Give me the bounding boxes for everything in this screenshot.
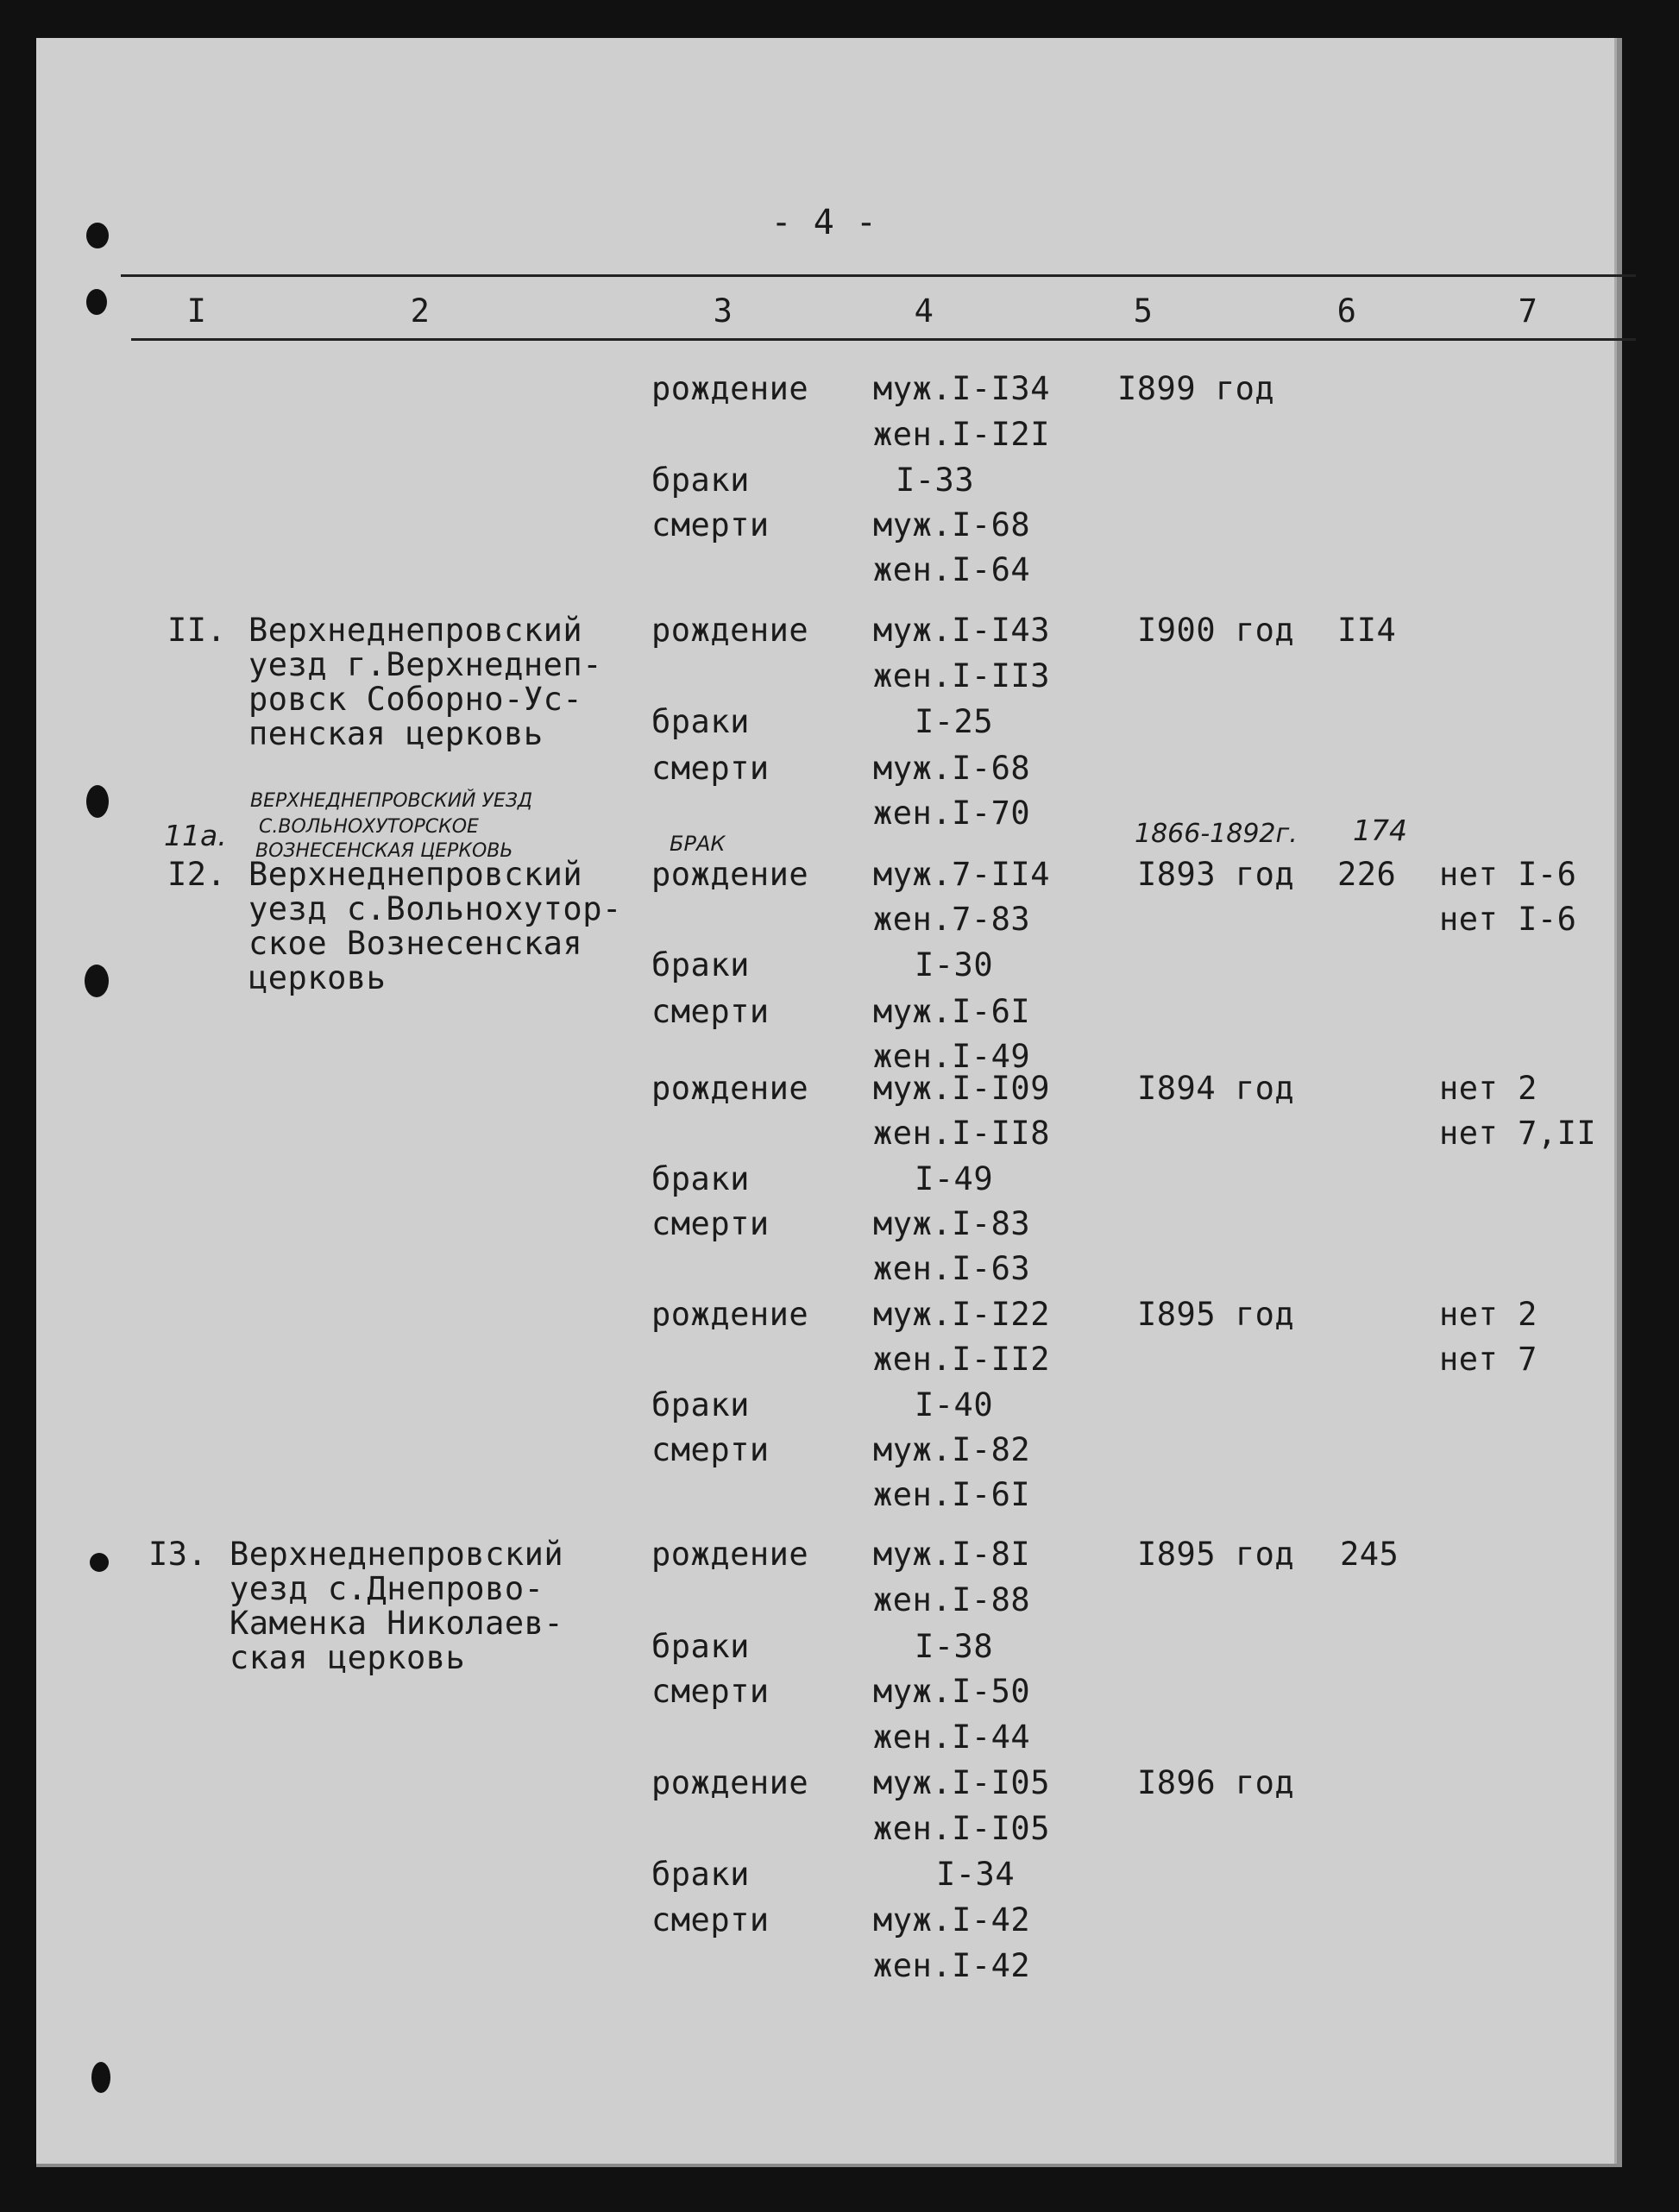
parish-name-line: Каменка Николаев- <box>230 1605 564 1642</box>
punch-hole <box>85 965 109 997</box>
record-type: рождение <box>651 1764 809 1801</box>
record-count: муж.I-6I <box>873 993 1031 1030</box>
column-header-5: 5 <box>1133 292 1154 330</box>
handwritten-years: 1866-1892г. <box>1135 819 1298 849</box>
record-count: муж.I-I05 <box>873 1764 1050 1801</box>
record-count: муж.I-83 <box>873 1205 1031 1242</box>
record-type: рождение <box>651 1070 809 1107</box>
handwritten-parish-line: С.ВОЛЬНОХУТОРСКОЕ <box>259 816 479 838</box>
record-count: I-34 <box>936 1856 1016 1893</box>
column-header-2: 2 <box>410 292 431 330</box>
column-header-1: I <box>186 292 207 330</box>
record-year: I895 год <box>1137 1536 1295 1573</box>
entry-number: I3. <box>148 1536 208 1573</box>
record-count: жен.I-63 <box>873 1250 1031 1287</box>
record-year: I896 год <box>1137 1764 1295 1801</box>
record-count: муж.I-42 <box>873 1901 1031 1939</box>
record-col7: нет I-6 <box>1439 901 1577 938</box>
record-count: жен.I-II3 <box>873 657 1050 694</box>
record-type: браки <box>651 1386 750 1423</box>
parish-name-line: церковь <box>248 959 387 996</box>
page-number: - 4 - <box>770 203 877 242</box>
punch-hole <box>86 223 109 248</box>
record-col7: нет I-6 <box>1439 856 1577 893</box>
handwritten-parish-line: ВОЗНЕСЕНСКАЯ ЦЕРКОВЬ <box>255 840 513 862</box>
record-col7: нет 2 <box>1439 1070 1538 1107</box>
column-header-3: 3 <box>713 292 733 330</box>
record-count: жен.I-49 <box>873 1038 1031 1075</box>
record-year: I900 год <box>1137 612 1295 649</box>
record-count: жен.I-64 <box>873 551 1031 588</box>
record-year: I893 год <box>1137 856 1295 893</box>
parish-name-line: ское Вознесенская <box>248 925 583 962</box>
record-type: рождение <box>651 370 809 407</box>
record-type: браки <box>651 1160 750 1197</box>
parish-name-line: Верхнеднепровский <box>248 612 583 649</box>
record-count: муж.I-8I <box>873 1536 1031 1573</box>
handwritten-col6: 174 <box>1353 814 1407 847</box>
record-count: жен.I-6I <box>873 1476 1031 1513</box>
record-type: смерти <box>651 1673 770 1710</box>
column-header-7: 7 <box>1518 292 1538 330</box>
record-count: муж.I-I22 <box>873 1296 1050 1333</box>
record-count: жен.7-83 <box>873 901 1031 938</box>
record-count: жен.I-88 <box>873 1581 1031 1618</box>
record-count: I-38 <box>915 1628 994 1665</box>
record-year: I894 год <box>1137 1070 1295 1107</box>
parish-name-line: уезд г.Верхнеднеп- <box>248 646 602 683</box>
record-count: муж.I-I43 <box>873 612 1050 649</box>
record-count: I-40 <box>915 1386 994 1423</box>
record-type: смерти <box>651 750 770 787</box>
parish-name-line: Верхнеднепровский <box>230 1536 564 1573</box>
parish-name-line: пенская церковь <box>248 715 544 752</box>
record-col6: 226 <box>1337 856 1397 893</box>
record-type: браки <box>651 1628 750 1665</box>
record-col7: нет 7,II <box>1439 1115 1597 1152</box>
record-type: браки <box>651 703 750 740</box>
record-count: I-33 <box>896 462 975 499</box>
record-count: I-30 <box>915 946 994 983</box>
parish-name-line: уезд с.Вольнохутор- <box>248 890 622 927</box>
record-type: рождение <box>651 612 809 649</box>
record-count: муж.I-68 <box>873 750 1031 787</box>
entry-number: II. <box>167 612 227 649</box>
record-count: муж.I-50 <box>873 1673 1031 1710</box>
punch-hole <box>91 2062 110 2093</box>
record-type: смерти <box>651 993 770 1030</box>
entry-number: I2. <box>167 856 227 893</box>
header-rule-bottom <box>131 338 1636 341</box>
record-count: I-49 <box>915 1160 994 1197</box>
record-col6: II4 <box>1337 612 1397 649</box>
record-col7: нет 7 <box>1439 1341 1538 1378</box>
handwritten-parish-line: ВЕРХНЕДНЕПРОВСКИЙ УЕЗД <box>250 790 533 812</box>
document-page <box>36 38 1622 2167</box>
record-count: муж.7-II4 <box>873 856 1050 893</box>
punch-hole <box>90 1553 109 1572</box>
record-type: смерти <box>651 1901 770 1939</box>
record-type: браки <box>651 946 750 983</box>
record-count: жен.I-I2I <box>873 416 1050 453</box>
parish-name-line: ская церковь <box>230 1639 466 1676</box>
record-count: жен.I-42 <box>873 1947 1031 1984</box>
parish-name-line: уезд с.Днепрово- <box>230 1570 544 1607</box>
record-col6: 245 <box>1340 1536 1399 1573</box>
header-rule-top <box>121 274 1636 277</box>
record-type: смерти <box>651 1431 770 1468</box>
record-type: браки <box>651 462 750 499</box>
record-type: смерти <box>651 506 770 544</box>
record-type: рождение <box>651 1296 809 1333</box>
record-type: смерти <box>651 1205 770 1242</box>
record-col7: нет 2 <box>1439 1296 1538 1333</box>
record-type: рождение <box>651 1536 809 1573</box>
record-count: жен.I-I05 <box>873 1810 1050 1847</box>
parish-name-line: Верхнеднепровский <box>248 856 583 893</box>
handwritten-record-type: БРАК <box>670 832 726 856</box>
record-count: муж.I-I09 <box>873 1070 1050 1107</box>
column-header-6: 6 <box>1336 292 1357 330</box>
record-count: жен.I-II2 <box>873 1341 1050 1378</box>
record-count: муж.I-82 <box>873 1431 1031 1468</box>
record-year: I899 год <box>1117 370 1275 407</box>
record-type: браки <box>651 1856 750 1893</box>
record-count: I-25 <box>915 703 994 740</box>
record-count: жен.I-44 <box>873 1719 1031 1756</box>
column-header-4: 4 <box>914 292 934 330</box>
handwritten-entry-number: 11a. <box>164 819 227 852</box>
record-year: I895 год <box>1137 1296 1295 1333</box>
record-count: жен.I-II8 <box>873 1115 1050 1152</box>
record-type: рождение <box>651 856 809 893</box>
punch-hole <box>86 785 109 818</box>
punch-hole <box>86 289 107 315</box>
record-count: муж.I-68 <box>873 506 1031 544</box>
record-count: муж.I-I34 <box>873 370 1050 407</box>
parish-name-line: ровск Соборно-Ус- <box>248 681 583 718</box>
record-count: жен.I-70 <box>873 795 1031 832</box>
